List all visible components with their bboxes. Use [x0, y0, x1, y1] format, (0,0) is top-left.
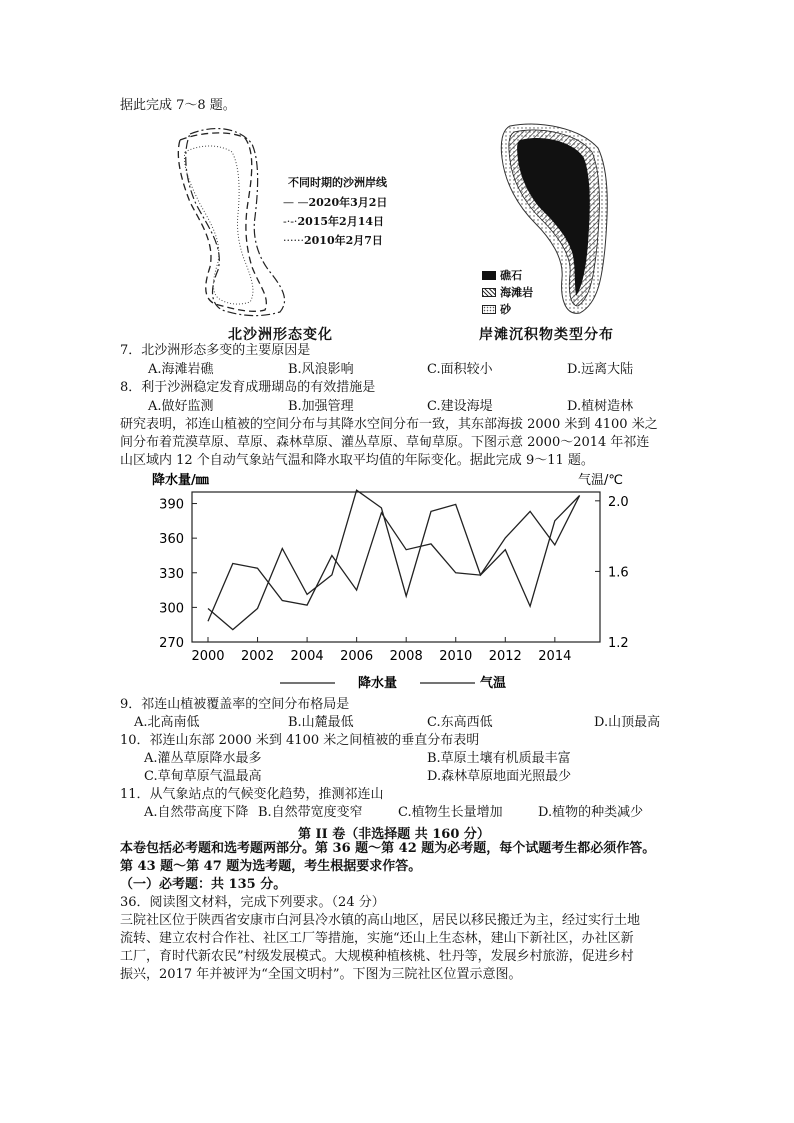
q11-option-b[interactable]: B.自然带宽度变窄	[258, 805, 363, 820]
beachrock-swatch	[482, 288, 496, 297]
passage-9-11-line-3: 山区域内 12 个自动气象站气温和降水取平均值的年际变化。据此完成 9～11 题。	[120, 453, 594, 468]
part2-title: 第 II 卷（非选择题 共 160 分）	[298, 827, 490, 842]
q8-option-c[interactable]: C.建设海堤	[427, 399, 493, 414]
left-legend-title: 不同时期的沙洲岸线	[288, 176, 387, 189]
q9-option-c[interactable]: C.东高西低	[427, 715, 493, 730]
series-line-precip	[208, 496, 580, 622]
x-tick-label: 2008	[389, 649, 423, 664]
y-tick-label: 390	[159, 497, 184, 513]
left-legend-item-2020: — —2020年3月2日	[283, 196, 388, 209]
y2-tick-label: 1.2	[608, 636, 629, 651]
q11-option-c[interactable]: C.植物生长量增加	[398, 805, 503, 820]
x-tick-label: 2012	[488, 649, 522, 664]
y-tick-label: 300	[159, 601, 184, 617]
sand-swatch	[482, 305, 496, 314]
q7-option-a[interactable]: A.海滩岩礁	[148, 362, 214, 377]
passage-9-11-line-2: 间分布着荒漠草原、草原、森林草原、灌丛草原、草甸草原。下图示意 2000～2014 年祁连	[120, 435, 650, 450]
part2-instructions-2: 第 43 题～第 47 题为选考题，考生根据要求作答。	[120, 859, 422, 874]
q36-passage-line-3: 工厂，育时代新农民”村级发展模式。大规模种植核桃、牡丹等，发展乡村旅游，促进乡村	[120, 949, 634, 964]
x-tick-label: 2002	[241, 649, 275, 664]
q10-option-b[interactable]: B.草原土壤有机质最丰富	[427, 751, 571, 766]
q8-option-d[interactable]: D.植树造林	[567, 399, 634, 414]
q11-option-a[interactable]: A.自然带高度下降	[144, 805, 249, 820]
q10-option-a[interactable]: A.灌丛草原降水最多	[144, 751, 262, 766]
q9-option-b[interactable]: B.山麓最低	[288, 715, 354, 730]
q7-option-b[interactable]: B.风浪影响	[288, 362, 354, 377]
right-figure-caption: 岸滩沉积物类型分布	[479, 327, 614, 343]
required-section-title: （一）必考题：共 135 分。	[120, 877, 287, 892]
left-figure-caption: 北沙洲形态变化	[228, 327, 333, 343]
y-tick-label: 360	[159, 532, 184, 548]
x-tick-label: 2004	[290, 649, 324, 664]
left-legend-item-2015: -·-·2015年2月14日	[283, 215, 385, 228]
q7-stem: 7．北沙洲形态多变的主要原因是	[120, 343, 311, 358]
q8-option-b[interactable]: B.加强管理	[288, 399, 354, 414]
series-line-temp	[208, 490, 580, 629]
x-tick-label: 2006	[340, 649, 374, 664]
right-legend-reef: 礁石	[482, 267, 522, 283]
shoreline-2010	[184, 146, 253, 304]
x-tick-label: 2000	[191, 649, 225, 664]
q11-option-d[interactable]: D.植物的种类减少	[538, 805, 644, 820]
q10-option-c[interactable]: C.草甸草原气温最高	[144, 769, 262, 784]
x-tick-label: 2014	[538, 649, 572, 664]
q10-stem: 10．祁连山东部 2000 米到 4100 米之间植被的垂直分布表明	[120, 733, 480, 748]
reef-swatch	[482, 271, 496, 280]
y2-axis-label: 气温/℃	[578, 473, 623, 488]
passage-9-11-line-1: 研究表明，祁连山植被的空间分布与其降水空间分布一致，其东部海拔 2000 米到 4100 米之	[120, 417, 658, 432]
right-legend-beachrock: 海滩岩	[482, 284, 533, 300]
y2-tick-label: 2.0	[608, 494, 629, 510]
shoreline-2020	[178, 133, 266, 311]
q36-passage-line-2: 流转、建立农村合作社、社区工厂等措施，实施“还山上生态林，建山下新社区，办社区新	[120, 931, 634, 946]
q36-passage-line-1: 三院社区位于陕西省安康市白河县冷水镇的高山地区，居民以移民搬迁为主，经过实行土地	[120, 913, 641, 928]
shoreline-2015	[186, 129, 285, 316]
q11-stem: 11．从气象站点的气候变化趋势，推测祁连山	[120, 787, 384, 802]
y-axis-label: 降水量/㎜	[152, 473, 209, 488]
left-legend-item-2010: ······2010年2月7日	[283, 234, 383, 247]
q8-option-a[interactable]: A.做好监测	[148, 399, 214, 414]
q36-passage-line-4: 振兴，2017 年并被评为“全国文明村”。下图为三院社区位置示意图。	[120, 967, 522, 982]
q7-option-d[interactable]: D.远离大陆	[567, 362, 634, 377]
part2-instructions-1: 本卷包括必考题和选考题两部分。第 36 题～第 42 题为必考题，每个试题考生都必须作答。	[120, 841, 656, 856]
q10-option-d[interactable]: D.森林草原地面光照最少	[427, 769, 572, 784]
q7-option-c[interactable]: C.面积较小	[427, 362, 493, 377]
q9-option-a[interactable]: A.北高南低	[134, 715, 200, 730]
legend-label-precip: 降水量	[358, 676, 398, 691]
q9-stem: 9．祁连山植被覆盖率的空间分布格局是	[120, 697, 350, 712]
right-legend-sand: 砂	[482, 301, 511, 317]
q8-stem: 8．利于沙洲稳定发育成珊瑚岛的有效措施是	[120, 380, 376, 395]
y2-tick-label: 1.6	[608, 565, 629, 581]
q9-option-d[interactable]: D.山顶最高	[594, 715, 661, 730]
q36-stem: 36．阅读图文材料，完成下列要求。（24 分）	[120, 895, 385, 910]
precip-temp-chart	[130, 470, 650, 695]
y-tick-label: 330	[159, 566, 184, 582]
legend-label-temp: 气温	[480, 676, 507, 691]
x-tick-label: 2010	[439, 649, 473, 664]
y-tick-label: 270	[159, 636, 184, 651]
reef-zone	[517, 138, 590, 296]
intro-7-8: 据此完成 7～8 题。	[120, 98, 236, 113]
